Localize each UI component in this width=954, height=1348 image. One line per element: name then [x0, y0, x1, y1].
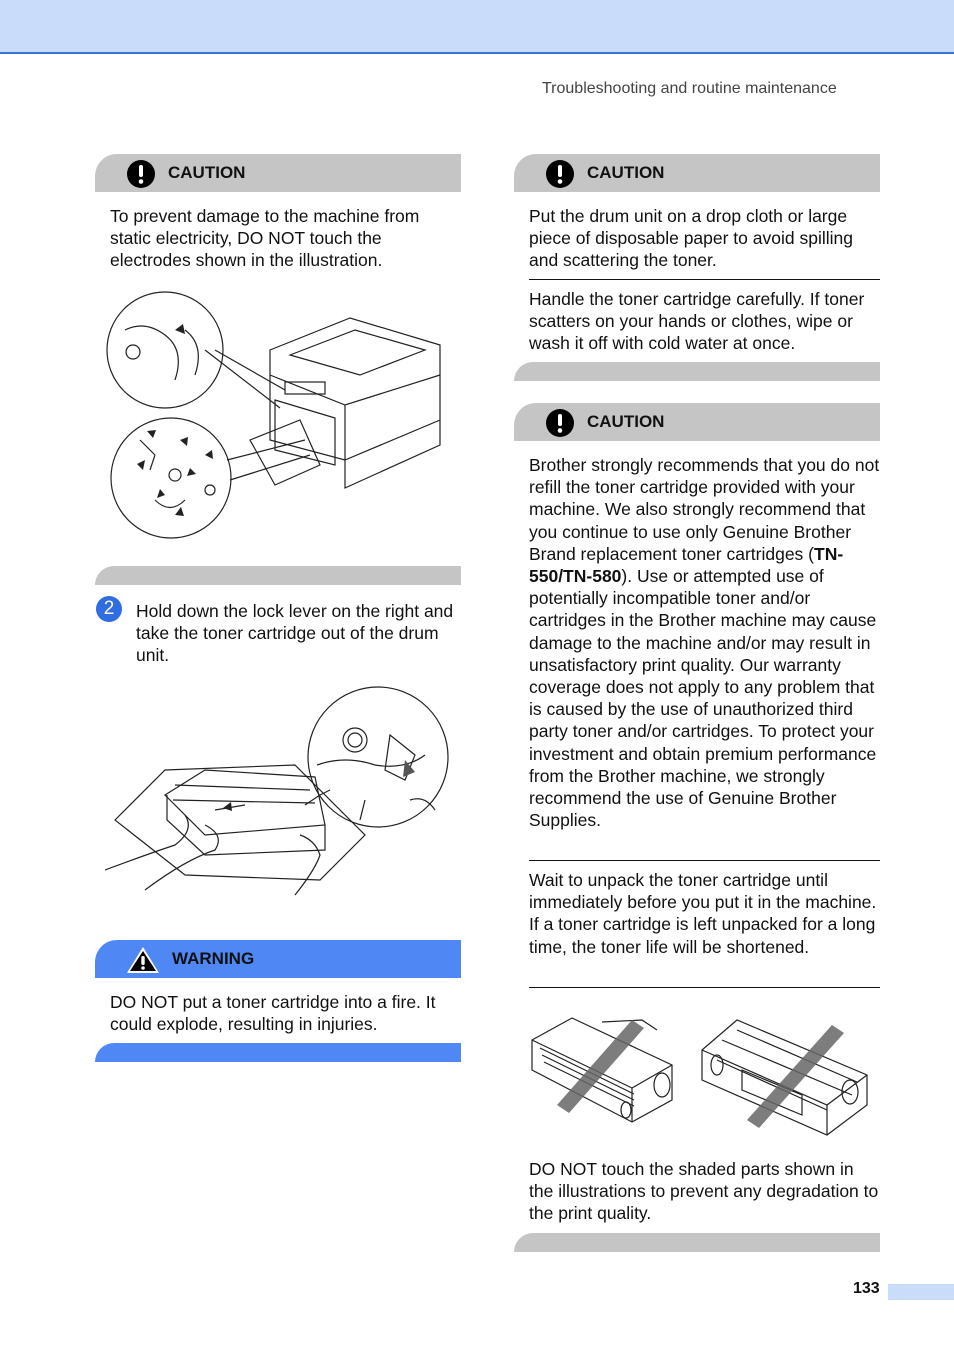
- divider: [529, 279, 880, 280]
- page-number: 133: [853, 1280, 880, 1297]
- top-band: [0, 0, 954, 54]
- exclamation-icon: [126, 159, 156, 189]
- toner-model-number: TN-550/TN-580: [529, 543, 844, 587]
- divider: [529, 860, 880, 861]
- exclamation-icon: [545, 159, 575, 189]
- toner-cartridge-illustration: [522, 1010, 682, 1130]
- page-tab: [888, 1284, 954, 1300]
- warning-footer: [95, 1043, 461, 1062]
- caution-header-2: [514, 403, 880, 441]
- electrodes-illustration: [105, 290, 450, 540]
- caution-label: CAUTION: [587, 412, 665, 431]
- caution2-text-1-a: Brother strongly recommends that you do not refill the toner cartridge provided with your machine. We also strongly recommend that you continue to use only Genuine Brother Brand replacement toner cartridges (: [529, 455, 880, 564]
- drum-unit-illustration: [692, 1010, 872, 1140]
- caution2-text-1-b: ). Use or attempted use of potentially incompatible toner and/or cartridges in the Brother machine may cause damage to the machine and/or may result in unsatisfactory print quality. Our warranty coverage does not apply to any problem that is caused by the use of unauthorized third party toner and/or cartridges. To protect your investment and obtain premium performance from the Brother machine, we strongly recommend the use of Genuine Brother Supplies.: [529, 566, 877, 831]
- warning-label: WARNING: [172, 949, 255, 968]
- caution-header: [95, 154, 461, 192]
- caution2-text-2: Wait to unpack the toner cartridge until immediately before you put it in the machine. If a toner cartridge is left unpacked for a long time, the toner life will be shortened.: [529, 870, 877, 957]
- caution-label: CAUTION: [168, 163, 246, 182]
- warning-text: DO NOT put a toner cartridge into a fire. It could explode, resulting in injuries.: [110, 992, 436, 1035]
- running-header: Troubleshooting and routine maintenance: [542, 80, 837, 97]
- caution2-text-3: DO NOT touch the shaded parts shown in the illustrations to prevent any degradation to the print quality.: [529, 1159, 879, 1224]
- caution1-text-1: Put the drum unit on a drop cloth or large piece of disposable paper to avoid spilling and scattering the toner.: [529, 206, 853, 271]
- caution1-text-2: Handle the toner cartridge carefully. If toner scatters on your hands or clothes, wipe or wash it off with cold water at once.: [529, 289, 865, 354]
- warning-triangle-icon: [126, 945, 160, 975]
- caution-header-1: [514, 154, 880, 192]
- caution-label: CAUTION: [587, 163, 665, 182]
- caution1-footer: [514, 362, 880, 381]
- step-text: Hold down the lock lever on the right and take the toner cartridge out of the drum unit.: [136, 601, 454, 666]
- step-badge: 2: [96, 596, 122, 622]
- caution-footer: [95, 566, 461, 585]
- caution-text: To prevent damage to the machine from static electricity, DO NOT touch the electrodes shown in the illustration.: [110, 206, 420, 271]
- divider: [529, 987, 880, 988]
- warning-header: [95, 940, 461, 978]
- exclamation-icon: [545, 408, 575, 438]
- caution2-footer: [514, 1233, 880, 1252]
- caution2-text-1: [529, 454, 880, 831]
- toner-removal-illustration: [105, 685, 450, 915]
